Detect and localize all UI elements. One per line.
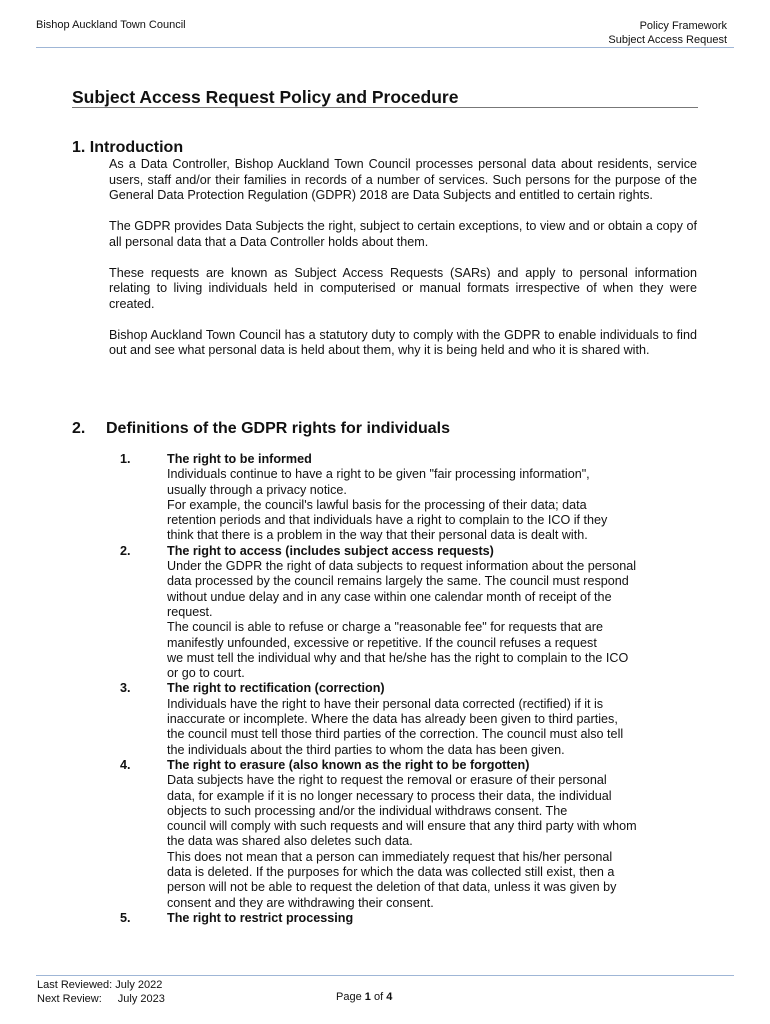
item-text-line: This does not mean that a person can immediately request that his/her personal bbox=[167, 849, 613, 864]
item-text-line: Data subjects have the right to request the removal or erasure of their personal bbox=[167, 773, 607, 788]
header-right bbox=[608, 19, 727, 47]
rights-list-item bbox=[120, 758, 705, 911]
item-title: The right to access (includes subject access requests) bbox=[167, 543, 494, 558]
item-number: 1. bbox=[120, 452, 131, 466]
item-title: The right to be informed bbox=[167, 452, 312, 466]
intro-paragraph: These requests are known as Subject Access Requests (SARs) and apply to personal information relating to living individuals held in computerised or manual formats irrespective of when they were created. bbox=[109, 265, 697, 311]
item-text-line: Individuals have the right to have their personal data corrected (rectified) if it is bbox=[167, 696, 604, 711]
definitions-heading bbox=[72, 420, 450, 438]
rights-list-item bbox=[120, 452, 705, 544]
definitions-number: 2. bbox=[72, 420, 86, 437]
last-reviewed-label: Last Reviewed: bbox=[37, 979, 113, 991]
page-number: Page 1 of 4 bbox=[336, 991, 393, 1003]
item-text-line: For example, the council's lawful basis for the processing of their data; data bbox=[167, 497, 587, 512]
item-title: The right to rectification (correction) bbox=[167, 681, 385, 696]
item-text-line: data, for example if it is no longer necessary to process their data, the individual bbox=[167, 788, 612, 803]
item-text-line: data is deleted. If the purposes for which the data was collected still exist, then a bbox=[167, 865, 615, 880]
item-text-line: we must tell the individual why and that he/she has the right to complain to the ICO bbox=[167, 650, 629, 665]
intro-body bbox=[109, 157, 697, 374]
footer-review-info bbox=[37, 979, 165, 1006]
item-text-line: retention periods and that individuals have a right to complain to the ICO if they bbox=[167, 513, 608, 528]
header-org: Bishop Auckland Town Council bbox=[36, 19, 186, 31]
header-divider bbox=[36, 47, 734, 48]
rights-list-item bbox=[120, 544, 705, 682]
item-text-line: Individuals continue to have a right to be given "fair processing information", bbox=[167, 467, 590, 482]
item-text-line: objects to such processing and/or the individual withdraws consent. The bbox=[167, 803, 568, 818]
item-text-line: the individuals about the third parties to whom the data has been given. bbox=[167, 742, 565, 757]
item-text-line: think that there is a problem in the way that their personal data is dealt with. bbox=[167, 528, 588, 543]
total-pages: 4 bbox=[386, 991, 393, 1003]
title-underline bbox=[72, 107, 698, 108]
rights-list bbox=[120, 452, 705, 926]
item-text-line: request. bbox=[167, 604, 213, 619]
item-text-line: The council is able to refuse or charge a "reasonable fee" for requests that are bbox=[167, 620, 603, 635]
page-title: Subject Access Request Policy and Procedure bbox=[72, 87, 459, 107]
next-review-date: July 2023 bbox=[117, 992, 165, 1005]
intro-paragraph: The GDPR provides Data Subjects the right, subject to certain exceptions, to view and or obtain a copy of all personal data that a Data Controller holds about them. bbox=[109, 219, 697, 249]
item-text-line: council will comply with such requests and will ensure that any third party with whom bbox=[167, 819, 637, 834]
item-text-line: data processed by the council remains largely the same. The council must respond bbox=[167, 574, 629, 589]
item-text-line: or go to court. bbox=[167, 666, 245, 681]
intro-paragraph: Bishop Auckland Town Council has a statutory duty to comply with the GDPR to enable individuals to find out and see what personal data is held about them, why it is being held and who it is shared with. bbox=[109, 327, 697, 357]
item-number: 4. bbox=[120, 757, 131, 772]
item-number: 2. bbox=[120, 543, 131, 558]
item-text-line: person will not be able to request the deletion of that data, unless it was given by bbox=[167, 880, 617, 895]
intro-paragraph: As a Data Controller, Bishop Auckland Town Council processes personal data about residents, service users, staff and/or their families in records of a number of services. Such persons for the purpose of the General Data Protection Regulation (GDPR) 2018 are Data Subjects and entitled to certain rights. bbox=[109, 157, 697, 202]
item-text-line: without undue delay and in any case within one calendar month of receipt of the bbox=[167, 589, 612, 604]
header-doc: Subject Access Request bbox=[608, 34, 727, 46]
current-page: 1 bbox=[364, 991, 371, 1003]
item-text-line: inaccurate or incomplete. Where the data has already been given to third parties, bbox=[167, 712, 618, 727]
item-text-line: consent and they are withdrawing their consent. bbox=[167, 895, 434, 910]
item-title: The right to erasure (also known as the right to be forgotten) bbox=[167, 757, 530, 772]
header-section: Policy Framework bbox=[639, 20, 727, 32]
item-text-line: the council must tell those third parties of the correction. The council must also tell bbox=[167, 727, 624, 742]
item-number: 3. bbox=[120, 681, 131, 696]
rights-list-item bbox=[120, 681, 705, 757]
item-title: The right to restrict processing bbox=[167, 910, 354, 925]
item-text-line: Under the GDPR the right of data subjects to request information about the personal bbox=[167, 559, 637, 574]
rights-list-item bbox=[120, 911, 705, 926]
definitions-title: Definitions of the GDPR rights for individuals bbox=[106, 420, 451, 437]
intro-heading: 1. Introduction bbox=[72, 139, 184, 156]
item-text-line: the data was shared also deletes such data. bbox=[167, 834, 413, 849]
next-review-label: Next Review: bbox=[37, 992, 102, 1005]
last-reviewed-date: July 2022 bbox=[115, 979, 163, 991]
footer-divider bbox=[36, 975, 734, 976]
item-text-line: manifestly unfounded, excessive or repetitive. If the council refuses a request bbox=[167, 635, 597, 650]
item-number: 5. bbox=[120, 910, 131, 925]
item-text-line: usually through a privacy notice. bbox=[167, 482, 347, 497]
